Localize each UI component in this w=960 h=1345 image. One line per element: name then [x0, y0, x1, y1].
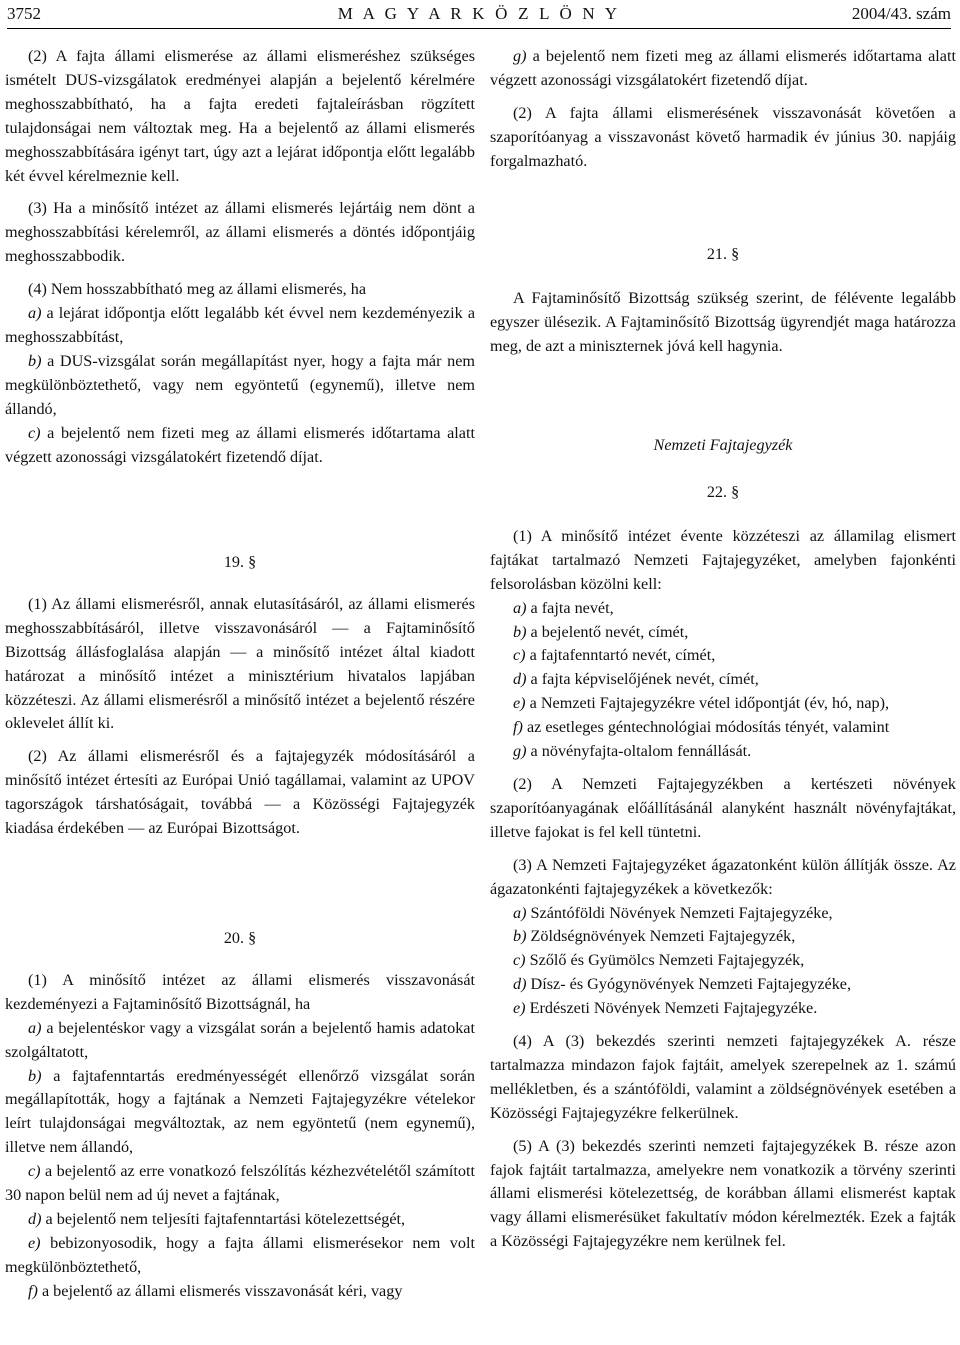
list-text: a bejelentő nem teljesíti fajtafenntartási kötelezettségét,: [41, 1209, 406, 1228]
list-item: [490, 902, 956, 926]
list-text: a növényfajta-oltalom fennállását.: [526, 742, 752, 761]
list-marker: a): [28, 304, 42, 323]
list-marker: c): [513, 646, 526, 665]
list-marker: c): [513, 951, 526, 970]
list-text: a Nemzeti Fajtajegyzékre vétel időpontját (év, hó, nap),: [525, 694, 890, 713]
list-item: [490, 949, 956, 973]
page-number: 3752: [7, 4, 41, 23]
list-marker: b): [513, 622, 527, 641]
list-item: [5, 1065, 475, 1161]
list-item: [5, 1160, 475, 1208]
list-text: Szántóföldi Növények Nemzeti Fajtajegyzéke,: [526, 903, 833, 922]
list-marker: a): [513, 598, 527, 617]
paragraph: (1) Az állami elismerésről, annak elutasításáról, az állami elismerés meghosszabbításáról, illetve visszavonásáról — a Fajtaminősítő Bizottság állásfoglalása alapján — a minősítő intézet által kiadott határozat a minősítő intézet a minisztérium hivatalos lapjában közzéteszi. Az állami elismerésről a minősítő intézet a bejelentő részére oklevelet állít ki.: [5, 594, 475, 733]
list-text: a bejelentő nem fizeti meg az állami elismerés időtartama alatt végzett azonossági vizsgálatokért fizetendő díjat.: [5, 423, 475, 466]
list-item: [490, 716, 956, 740]
list-text: Zöldségnövények Nemzeti Fajtajegyzék,: [526, 927, 796, 946]
list-text: a lejárat időpontja előtt legalább két évvel nem kezdeményezik a meghosszabbítást,: [5, 304, 475, 346]
paragraph: (2) A fajta állami elismerésének visszavonását követően a szaporítóanyag a visszavonást követő harmadik év június 30. napjáig forgalmazható.: [490, 103, 956, 170]
list-item: [490, 925, 956, 949]
list-item: [5, 1280, 475, 1304]
section-heading: 20. §: [223, 929, 257, 947]
list-item: [5, 1017, 475, 1065]
list-text: a fajta képviselőjének nevét, címét,: [526, 670, 759, 689]
list-text: a bejelentéskor vagy a vizsgálat során a bejelentő hamis adatokat szolgáltatott,: [5, 1018, 475, 1061]
list-item: [5, 1232, 475, 1280]
list-item: [490, 740, 956, 764]
list-item: [5, 422, 475, 470]
chapter-subtitle-block: [490, 434, 956, 458]
list-item: [490, 973, 956, 997]
right-column-top: [490, 45, 956, 174]
list-marker: d): [28, 1209, 42, 1228]
list-text: a fajta nevét,: [526, 598, 614, 617]
paragraph: (2) A fajta állami elismerése az állami elismeréshez szükséges ismételt DUS-vizsgálatok eredményei alapján a bejelentő kérelmére meghosszabbítható, ha a fajta eredeti fajtaleírásban rögzített tulajdonságai nem változtak meg. Ha a bejelentő az állami elismerés meghosszabbítására igényt tart, úgy azt a lejárat időpontja előtt legalább két évvel kérelmeznie kell.: [5, 47, 475, 185]
list-text: a bejelentő nevét, címét,: [526, 622, 689, 641]
list-marker: e): [513, 999, 526, 1018]
list-marker: f): [28, 1281, 38, 1300]
paragraph: (4) A (3) bekezdés szerinti nemzeti fajtajegyzékek A. része tartalmazza mindazon fajok fajtáit, amelyek szerepelnek az 1. számú mellékletben, és a szántóföldi, valamint a zöldségnövények esetében a Közösségi Fajtajegyzékre felkerülnek.: [490, 1032, 956, 1122]
list-item: [5, 302, 475, 350]
section-20: [5, 927, 475, 1304]
list-text: a bejelentő az állami elismerés visszavonását kéri, vagy: [37, 1281, 403, 1300]
list-item: [5, 350, 475, 422]
header-rule: [7, 28, 951, 29]
list-text: a fajtafenntartás eredményességét ellenőrző vizsgálat során megállapították, hogy a fajtának a Nemzeti Fajtajegyzékre vételekor leírt tulajdonságai megváltoztak, az nem egyöntetű (nem egynemű), illetve nem állandó,: [5, 1066, 475, 1157]
list-marker: a): [28, 1018, 42, 1037]
list-text: a bejelentő az erre vonatkozó felszólítás kézhezvételétől számított 30 napon belül nem ad új nevet a fajtának,: [5, 1162, 475, 1205]
paragraph: (5) A (3) bekezdés szerinti nemzeti fajtajegyzékek B. része azon fajok fajtáit tartalmazza, amelyekre nem vonatkozik a törvény szerinti állami elismerési kötelezettség, de korábban állami elismerést kaptak vagy állami elismerésüket fakultatív módon kérelmezték. Ezek a fajták a Közösségi Fajtajegyzékre nem kerülnek fel.: [490, 1136, 956, 1251]
list-marker: c): [28, 1162, 41, 1181]
paragraph: (1) A minősítő intézet évente közzéteszi az államilag elismert fajtákat tartalmazó Nemzeti Fajtajegyzéket, amelyben fajonkénti felsorolásban közölni kell:: [490, 526, 956, 593]
list-marker: e): [28, 1233, 41, 1252]
section-heading: 22. §: [706, 483, 740, 501]
list-marker: e): [513, 694, 526, 713]
journal-title: M A G Y A R K Ö Z L Ö N Y: [337, 4, 621, 23]
list-marker: g): [513, 47, 527, 65]
section-heading: 19. §: [223, 553, 257, 571]
list-text: a DUS-vizsgálat során megállapítást nyer, hogy a fajta már nem megkülönböztethető, vagy nem egyöntetű (egynemű), illetve nem állandó,: [5, 351, 475, 418]
list-text: Szőlő és Gyümölcs Nemzeti Fajtajegyzék,: [525, 951, 805, 970]
paragraph: (2) A Nemzeti Fajtajegyzékben a kertészeti növények szaporítóanyagának előállításánál alanyként használt növényfajtákat, illetve fajokat is fel kell tüntetni.: [490, 774, 956, 841]
paragraph: (3) Ha a minősítő intézet az állami elismerés lejártáig nem dönt a meghosszabbítási kérelemről, az állami elismerés a döntés időpontjáig meghosszabbodik.: [5, 199, 475, 266]
list-marker: b): [513, 927, 527, 946]
left-column-top: [5, 45, 475, 469]
paragraph: (4) Nem hosszabbítható meg az állami elismerés, ha: [28, 280, 367, 299]
section-heading: 21. §: [706, 245, 740, 263]
chapter-subtitle: Nemzeti Fajtajegyzék: [653, 436, 793, 454]
list-item: [490, 45, 956, 93]
list-text: az esetleges géntechnológiai módosítás tényét, valamint: [522, 718, 890, 737]
section-22: [490, 481, 956, 1254]
list-item: [490, 621, 956, 645]
list-marker: f): [513, 718, 523, 737]
paragraph: A Fajtaminősítő Bizottság szükség szerint, de félévente legalább egyszer ülésezik. A Fajtaminősítő Bizottság ügyrendjét maga határozza meg, de azt a miniszternek jóvá kell hagynia.: [490, 288, 956, 355]
section-19: [5, 551, 475, 841]
paragraph: (3) A Nemzeti Fajtajegyzéket ágazatonként külön állítják össze. Az ágazatonkénti fajtajegyzékek a következők:: [490, 855, 956, 898]
section-21: [490, 243, 956, 359]
list-marker: b): [28, 1066, 42, 1085]
list-item: [5, 1208, 475, 1232]
list-marker: b): [28, 351, 42, 370]
paragraph: (1) A minősítő intézet az állami elismerés visszavonását kezdeményezi a Fajtaminősítő Bizottságnál, ha: [5, 970, 475, 1013]
paragraph: (2) Az állami elismerésről és a fajtajegyzék módosításáról a minősítő intézet értesíti az Európai Unió tagállamai, valamint az UPOV tagországok társhatóságait, továbbá — a Közösségi Fajtajegyzék kiadása érdekében — az Európai Bizottságot.: [5, 747, 475, 838]
list-marker: d): [513, 670, 527, 689]
list-text: Dísz- és Gyógynövények Nemzeti Fajtajegyzéke,: [526, 975, 852, 994]
page-header: [7, 2, 951, 30]
list-marker: a): [513, 903, 527, 922]
list-22-1: [490, 597, 956, 764]
list-item: [490, 997, 956, 1021]
list-item: [490, 692, 956, 716]
list-item: [490, 668, 956, 692]
list-marker: g): [513, 742, 527, 761]
list-item: [490, 644, 956, 668]
list-text: Erdészeti Növények Nemzeti Fajtajegyzéke.: [525, 999, 818, 1018]
list-text: a bejelentő nem fizeti meg az állami elismerés időtartama alatt végzett azonossági vizsgálatokért fizetendő díjat.: [490, 47, 956, 89]
list-text: bebizonyosodik, hogy a fajta állami elismerésekor nem volt megkülönböztethető,: [5, 1233, 475, 1276]
issue-number: 2004/43. szám: [851, 4, 951, 23]
list-text: a fajtafenntartó nevét, címét,: [525, 646, 716, 665]
list-marker: c): [28, 423, 41, 442]
list-marker: d): [513, 975, 527, 994]
list-22-3: [490, 902, 956, 1022]
list-item: [490, 597, 956, 621]
